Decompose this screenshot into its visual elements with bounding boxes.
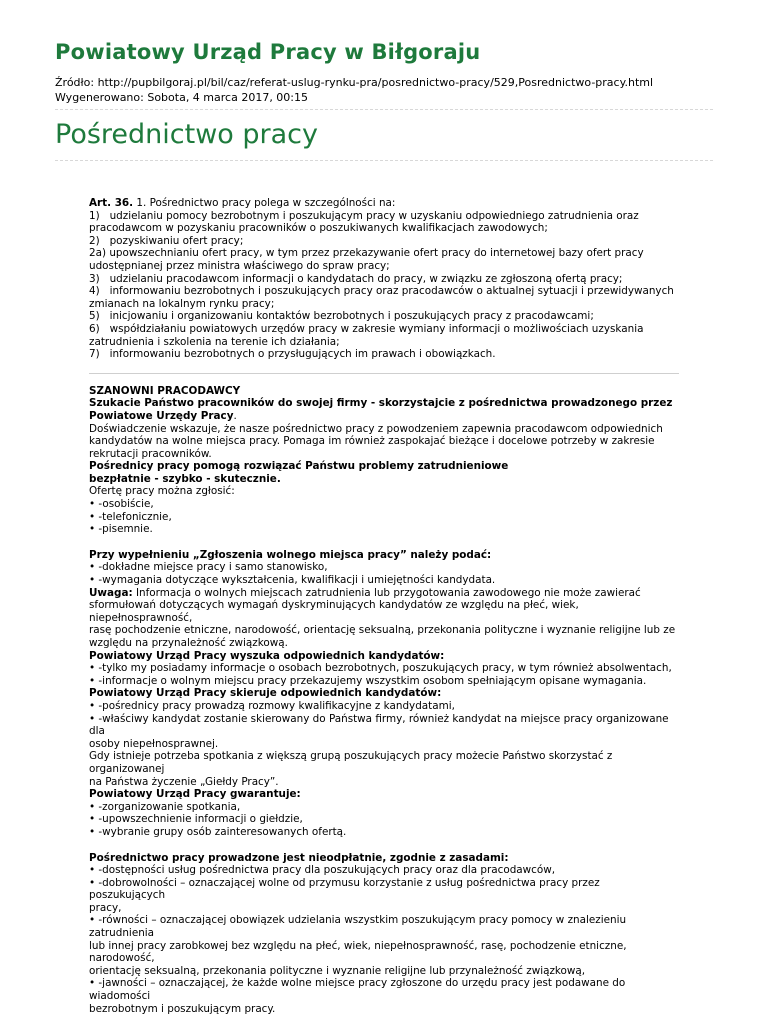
site-title: Powiatowy Urząd Pracy w Biłgoraju xyxy=(55,0,713,64)
employers-heading: SZANOWNI PRACODAWCY xyxy=(89,385,240,397)
list-item: pracy, xyxy=(89,902,679,915)
list-item: • -pośrednicy pracy prowadzą rozmowy kwalifikacyjne z kandydatami, xyxy=(89,700,679,713)
list-item: osoby niepełnosprawnej. xyxy=(89,738,679,751)
employers-lead-cont: Powiatowe Urzędy Pracy xyxy=(89,410,233,422)
rules-heading: Pośrednictwo pracy prowadzone jest nieodpłatnie, zgodnie z zasadami: xyxy=(89,852,509,864)
note xyxy=(89,587,679,600)
article-line: udostępnianej przez ministra właściwego do spraw pracy; xyxy=(89,260,679,273)
article-line: 4) informowaniu bezrobotnych i poszukujących pracy oraz pracodawców o aktualnej sytuacji i przewidywanych xyxy=(89,285,679,298)
list-item: • -tylko my posiadamy informacje o osobach bezrobotnych, poszukujących pracy, w tym również absolwentach, xyxy=(89,662,679,675)
list-item: Gdy istnieje potrzeba spotkania z większą grupą poszukujących pracy możecie Państwo skorzystać z organizowanej xyxy=(89,750,679,775)
generated-date: Wygenerowano: Sobota, 4 marca 2017, 00:15 xyxy=(55,90,713,105)
article-line: 5) inicjowaniu i organizowaniu kontaktów bezrobotnych i poszukujących pracy z pracodawcami; xyxy=(89,310,679,323)
page-title: Pośrednictwo pracy xyxy=(55,110,713,156)
article-intro-text: 1. Pośrednictwo pracy polega w szczególności na: xyxy=(133,197,395,209)
note-text: rasę pochodzenie etniczne, narodowość, orientację seksualną, przekonania polityczne i wyznanie religijne lub ze xyxy=(89,624,679,637)
note-text: sformułowań dotyczących wymagań dyskryminujących kandydatów ze względu na płeć, wiek, niepełnosprawność, xyxy=(89,599,679,624)
employers-section xyxy=(89,385,679,536)
note-label: Uwaga: xyxy=(89,587,133,599)
employers-text: kandydatów na wolne miejsca pracy. Pomaga im również zaspokajać bieżące i docelowe potrzeby w zakresie xyxy=(89,435,679,448)
list-item: • -jawności – oznaczającej, że każde wolne miejsce pracy zgłoszone do urzędu pracy jest podawane do wiadomości xyxy=(89,977,679,1002)
list-item: • -wybranie grupy osób zainteresowanych ofertą. xyxy=(89,826,679,839)
list-item: lub innej pracy zarobkowej bez względu na płeć, wiek, niepełnosprawność, rasę, pochodzenie etniczne, narodowość, xyxy=(89,940,679,965)
document-meta xyxy=(55,75,713,105)
employers-lead-end: . xyxy=(233,410,236,422)
form-heading: Przy wypełnieniu „Zgłoszenia wolnego miejsca pracy” należy podać: xyxy=(89,549,491,561)
article-list xyxy=(89,210,679,361)
section-divider xyxy=(89,373,679,374)
list-item: • -pisemnie. xyxy=(89,523,679,536)
article-line: zmianach na lokalnym rynku pracy; xyxy=(89,298,679,311)
article-line: pracodawcom w pozyskaniu pracowników o poszukiwanych kwalifikacjach zawodowych; xyxy=(89,222,679,235)
article-line: 3) udzielaniu pracodawcom informacji o kandydatach do pracy, w związku ze zgłoszoną ofertą pracy; xyxy=(89,273,679,286)
search-heading: Powiatowy Urząd Pracy wyszuka odpowiednich kandydatów: xyxy=(89,650,444,662)
list-item: • -telefonicznie, xyxy=(89,511,679,524)
article-label: Art. 36. xyxy=(89,197,133,209)
note-text: Informacja o wolnych miejscach zatrudnienia lub przygotowania zawodowego nie może zawierać xyxy=(133,587,641,599)
form-section xyxy=(89,549,679,839)
source-url: Źródło: http://pupbilgoraj.pl/bil/caz/referat-uslug-rynku-pra/posrednictwo-pracy/529,Posrednictwo-pracy.html xyxy=(55,75,713,90)
direct-heading: Powiatowy Urząd Pracy skieruje odpowiednich kandydatów: xyxy=(89,687,441,699)
rules-section xyxy=(89,852,679,1015)
list-item: bezrobotnym i poszukującym pracy. xyxy=(89,1003,679,1015)
list-item: • -równości – oznaczającej obowiązek udzielania wszystkim poszukującym pracy pomocy w znalezieniu zatrudnienia xyxy=(89,914,679,939)
article-line: 2a) upowszechnianiu ofert pracy, w tym przez przekazywanie ofert pracy do internetowej bazy ofert pracy xyxy=(89,247,679,260)
list-item: • -wymagania dotyczące wykształcenia, kwalifikacji i umiejętności kandydata. xyxy=(89,574,679,587)
list-item: • -dostępności usług pośrednictwa pracy dla poszukujących pracy oraz dla pracodawców, xyxy=(89,864,679,877)
employers-text: Doświadczenie wskazuje, że nasze pośrednictwo pracy z powodzeniem zapewnia pracodawcom odpowiednich xyxy=(89,423,679,436)
list-item: • -zorganizowanie spotkania, xyxy=(89,801,679,814)
article-line: 1) udzielaniu pomocy bezrobotnym i poszukującym pracy w uzyskaniu odpowiedniego zatrudnienia oraz xyxy=(89,210,679,223)
employers-text: rekrutacji pracowników. xyxy=(89,448,679,461)
employers-help: Pośrednicy pracy pomogą rozwiązać Państwu problemy zatrudnieniowe xyxy=(89,460,508,472)
divider xyxy=(55,160,713,161)
article-line: zatrudnienia i szkolenia na terenie ich działania; xyxy=(89,336,679,349)
article-line: 6) współdziałaniu powiatowych urzędów pracy w zakresie wymiany informacji o możliwościach uzyskania xyxy=(89,323,679,336)
note-text: względu na przynależność związkową. xyxy=(89,637,679,650)
list-item: • -dobrowolności – oznaczającej wolne od przymusu korzystanie z usług pośrednictwa pracy przez poszukujących xyxy=(89,877,679,902)
list-item: • -właściwy kandydat zostanie skierowany do Państwa firmy, również kandydat na miejsce pracy organizowane dla xyxy=(89,713,679,738)
list-item: • -dokładne miejsce pracy i samo stanowisko, xyxy=(89,561,679,574)
article-content xyxy=(55,197,713,1015)
article-line: 7) informowaniu bezrobotnych o przysługujących im prawach i obowiązkach. xyxy=(89,348,679,361)
list-item: orientację seksualną, przekonania polityczne i wyznanie religijne lub przynależność związkową, xyxy=(89,965,679,978)
list-item: • -upowszechnienie informacji o giełdzie, xyxy=(89,813,679,826)
employers-motto: bezpłatnie - szybko - skutecznie. xyxy=(89,473,281,485)
list-item: • -informacje o wolnym miejscu pracy przekazujemy wszystkim osobom spełniającym opisane wymagania. xyxy=(89,675,679,688)
guarantee-heading: Powiatowy Urząd Pracy gwarantuje: xyxy=(89,788,301,800)
list-item: na Państwa życzenie „Giełdy Pracy”. xyxy=(89,776,679,789)
article-intro xyxy=(89,197,679,210)
employers-lead: Szukacie Państwo pracowników do swojej firmy - skorzystajcie z pośrednictwa prowadzonego przez xyxy=(89,397,672,409)
article-line: 2) pozyskiwaniu ofert pracy; xyxy=(89,235,679,248)
submit-methods: Ofertę pracy można zgłosić: xyxy=(89,485,679,498)
list-item: • -osobiście, xyxy=(89,498,679,511)
